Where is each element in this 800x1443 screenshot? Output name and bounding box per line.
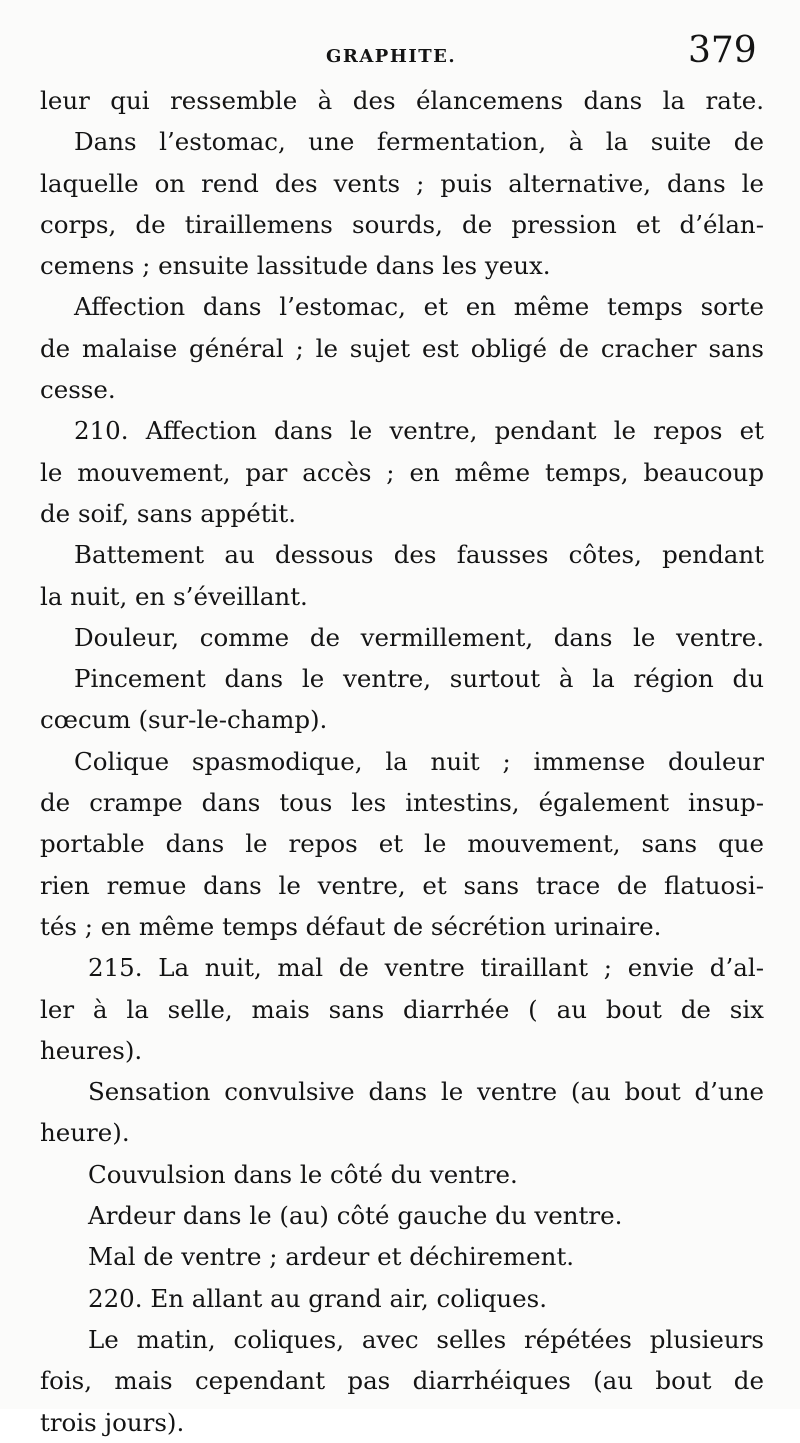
text-line: heures). bbox=[40, 1035, 143, 1065]
text-line: 215. La nuit, mal de ventre tiraillant ; envie d’al- bbox=[88, 953, 764, 983]
text-line: laquelle on rend des vents ; puis alternative, dans le bbox=[40, 168, 764, 198]
text-line: rien remue dans le ventre, et sans trace de flatuosi- bbox=[40, 870, 764, 900]
text-line: Battement au dessous des fausses côtes, pendant bbox=[74, 540, 764, 570]
text-line: portable dans le repos et le mouvement, sans que bbox=[40, 829, 764, 859]
text-line: trois jours). bbox=[40, 1407, 185, 1437]
text-line: Pincement dans le ventre, surtout à la région du bbox=[74, 664, 764, 694]
text-line: cesse. bbox=[40, 375, 116, 405]
text-line: fois, mais cependant pas diarrhéiques (au bout de bbox=[40, 1366, 764, 1396]
text-line: 210. Affection dans le ventre, pendant le repos et bbox=[74, 416, 764, 446]
text-line: Le matin, coliques, avec selles répétées plusieurs bbox=[88, 1324, 764, 1354]
running-head: GRAPHITE. bbox=[326, 46, 457, 67]
text-line: Mal de ventre ; ardeur et déchirement. bbox=[88, 1242, 575, 1272]
text-line: Colique spasmodique, la nuit ; immense douleur bbox=[74, 746, 764, 776]
text-line: Couvulsion dans le côté du ventre. bbox=[88, 1159, 518, 1189]
text-line: Douleur, comme de vermillement, dans le ventre. bbox=[74, 622, 764, 652]
text-line: de malaise général ; le sujet est obligé de cracher sans bbox=[40, 333, 764, 363]
text-line: le mouvement, par accès ; en même temps, beaucoup bbox=[40, 457, 764, 487]
text-line: de crampe dans tous les intestins, également insup- bbox=[40, 788, 764, 818]
text-line: 220. En allant au grand air, coliques. bbox=[88, 1283, 548, 1313]
text-line: cœcum (sur-le-champ). bbox=[40, 705, 328, 735]
body-text bbox=[40, 80, 764, 1443]
text-line: heure). bbox=[40, 1118, 130, 1148]
text-line: la nuit, en s’éveillant. bbox=[40, 581, 308, 611]
text-line: Dans l’estomac, une fermentation, à la suite de bbox=[74, 127, 764, 157]
text-line: Affection dans l’estomac, et en même temps sorte bbox=[74, 292, 764, 322]
text-line: cemens ; ensuite lassitude dans les yeux. bbox=[40, 251, 551, 281]
text-line: Sensation convulsive dans le ventre (au bout d’une bbox=[88, 1077, 764, 1107]
page-number: 379 bbox=[688, 30, 757, 71]
text-line: leur qui ressemble à des élancemens dans la rate. bbox=[40, 86, 764, 115]
text-line: tés ; en même temps défaut de sécrétion urinaire. bbox=[40, 911, 662, 941]
text-line: de soif, sans appétit. bbox=[40, 498, 297, 528]
text-line: Ardeur dans le (au) côté gauche du ventre. bbox=[88, 1201, 623, 1231]
text-line: corps, de tiraillemens sourds, de pression et d’élan- bbox=[40, 209, 764, 239]
text-line: ler à la selle, mais sans diarrhée ( au bout de six bbox=[40, 994, 764, 1024]
